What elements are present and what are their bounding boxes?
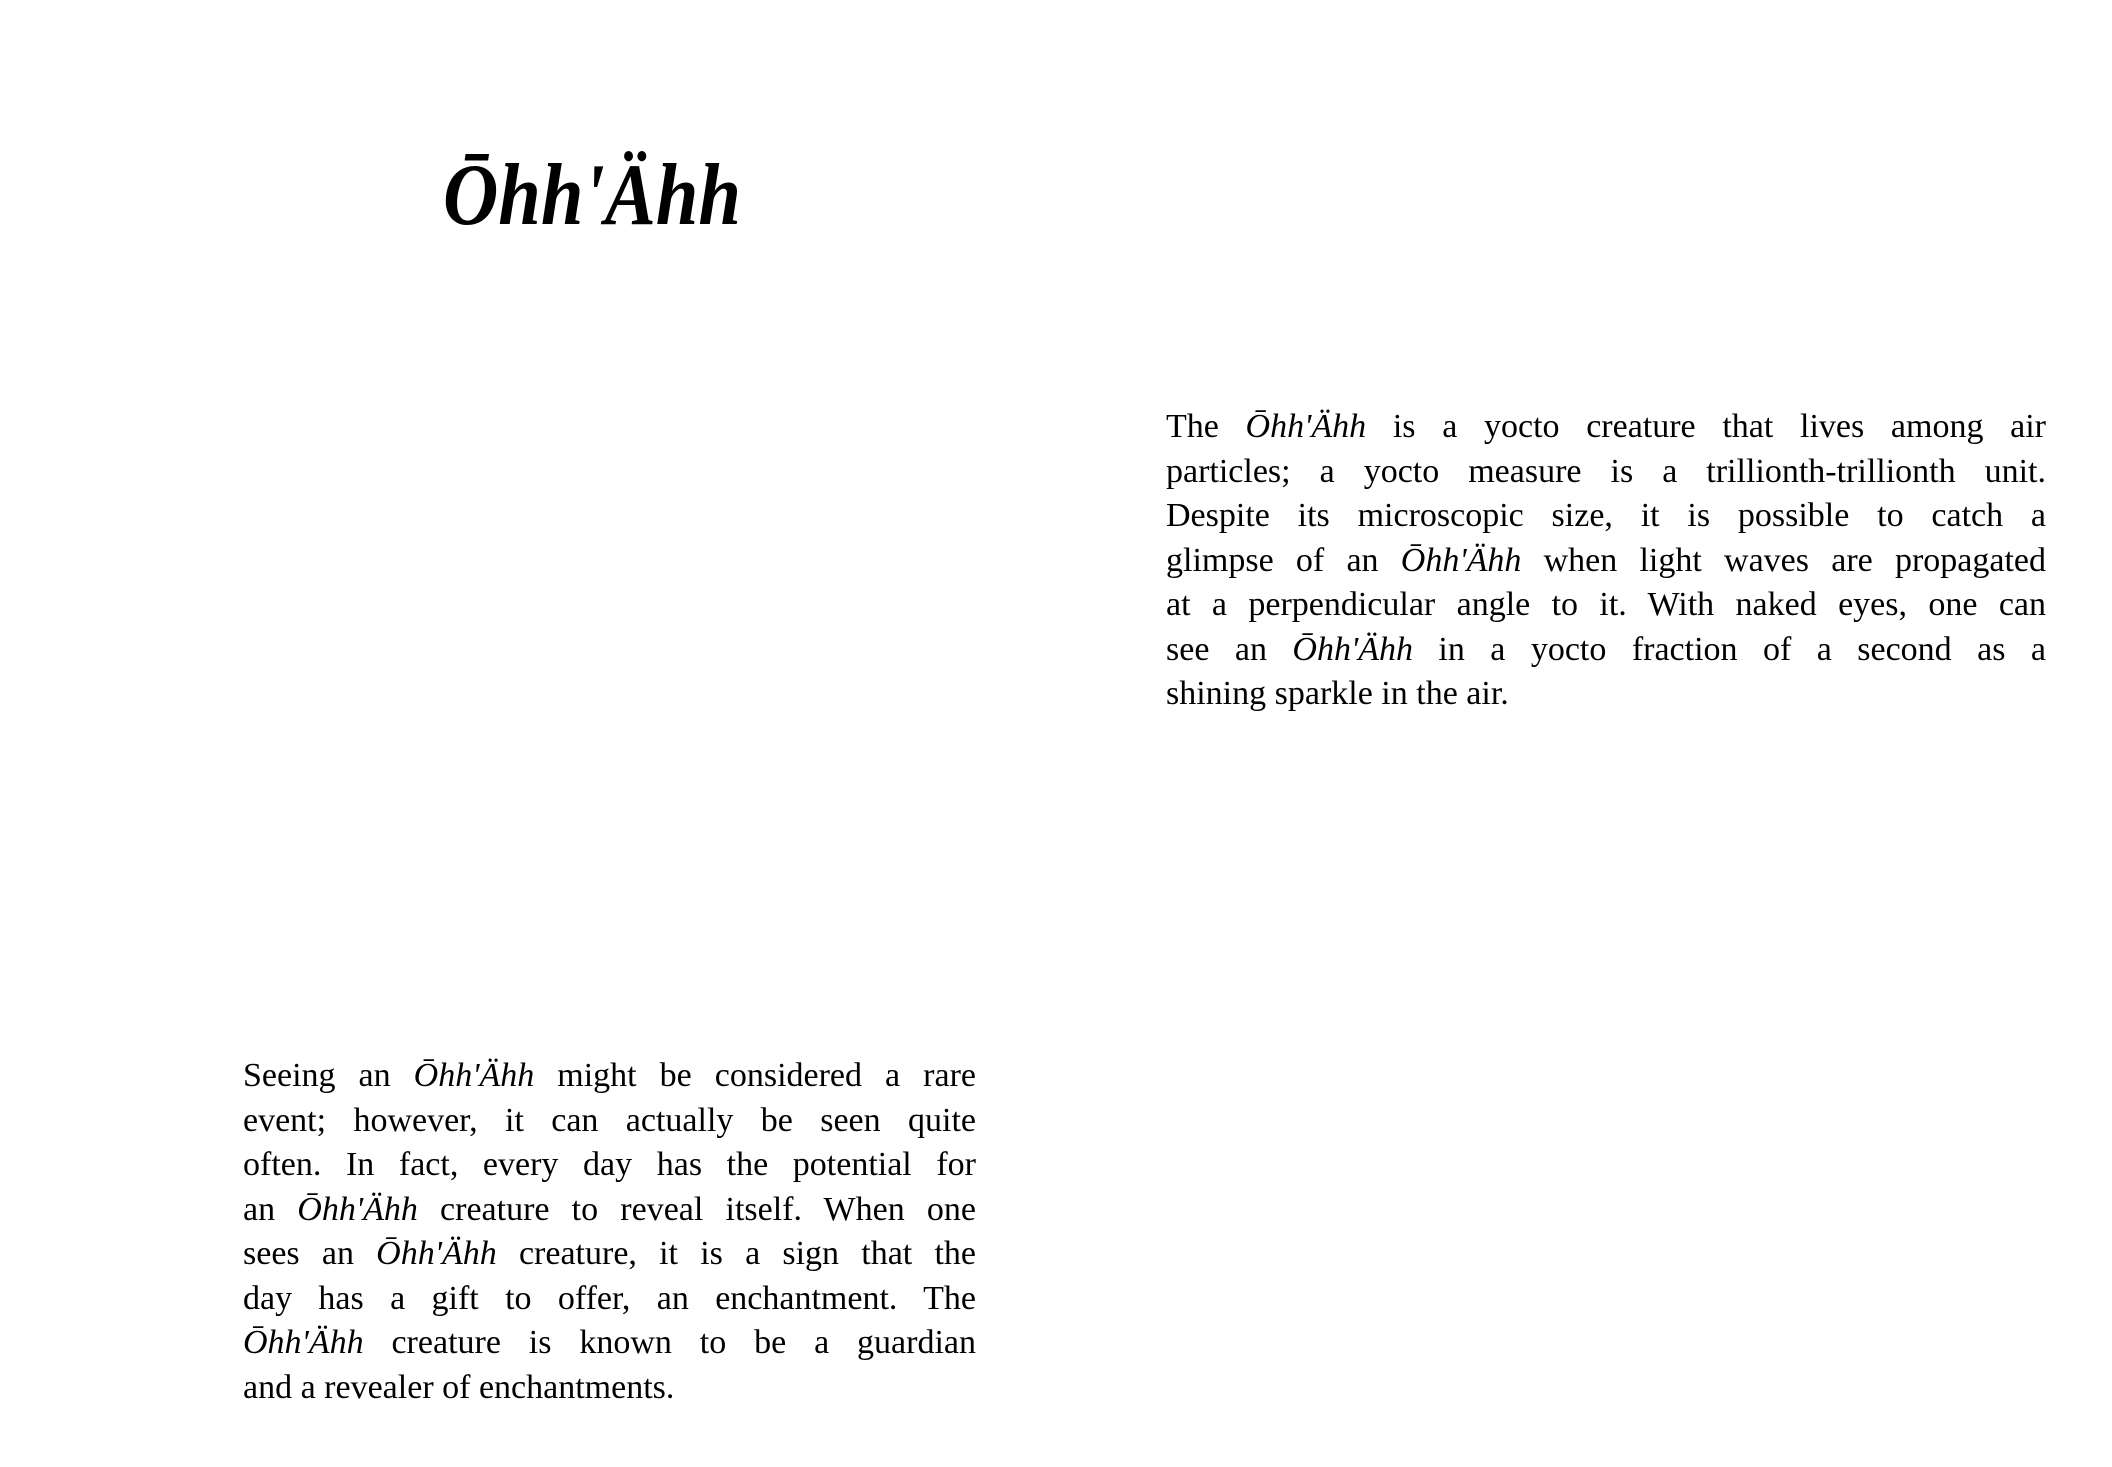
text-line: particles; a yocto measure is a trillionth-trillionth unit. bbox=[1166, 452, 2046, 490]
text-line: sees an Ōhh'Ähh creature, it is a sign that the bbox=[243, 1235, 976, 1272]
page-title: Ōhh'Ähh bbox=[443, 146, 741, 244]
paragraph-left bbox=[243, 1054, 976, 1410]
text-line: day has a gift to offer, an enchantment. The bbox=[243, 1279, 976, 1317]
text-line: at a perpendicular angle to it. With naked eyes, one can bbox=[1166, 586, 2046, 623]
text-line: often. In fact, every day has the potential for bbox=[243, 1146, 976, 1183]
text-line: Seeing an Ōhh'Ähh might be considered a rare bbox=[243, 1057, 976, 1094]
text-line: The Ōhh'Ähh is a yocto creature that lives among air bbox=[1166, 408, 2046, 445]
text-line: Despite its microscopic size, it is possible to catch a bbox=[1166, 497, 2046, 534]
text-line: Ōhh'Ähh creature is known to be a guardian bbox=[243, 1324, 976, 1361]
text-line: event; however, it can actually be seen quite bbox=[243, 1101, 976, 1139]
text-line: see an Ōhh'Ähh in a yocto fraction of a second as a bbox=[1166, 630, 2046, 668]
text-line: shining sparkle in the air. bbox=[1166, 675, 1509, 712]
text-line: and a revealer of enchantments. bbox=[243, 1368, 675, 1406]
text-line: glimpse of an Ōhh'Ähh when light waves are propagated bbox=[1166, 541, 2046, 579]
text-line: an Ōhh'Ähh creature to reveal itself. When one bbox=[243, 1190, 976, 1228]
paragraph-right bbox=[1166, 405, 2046, 717]
